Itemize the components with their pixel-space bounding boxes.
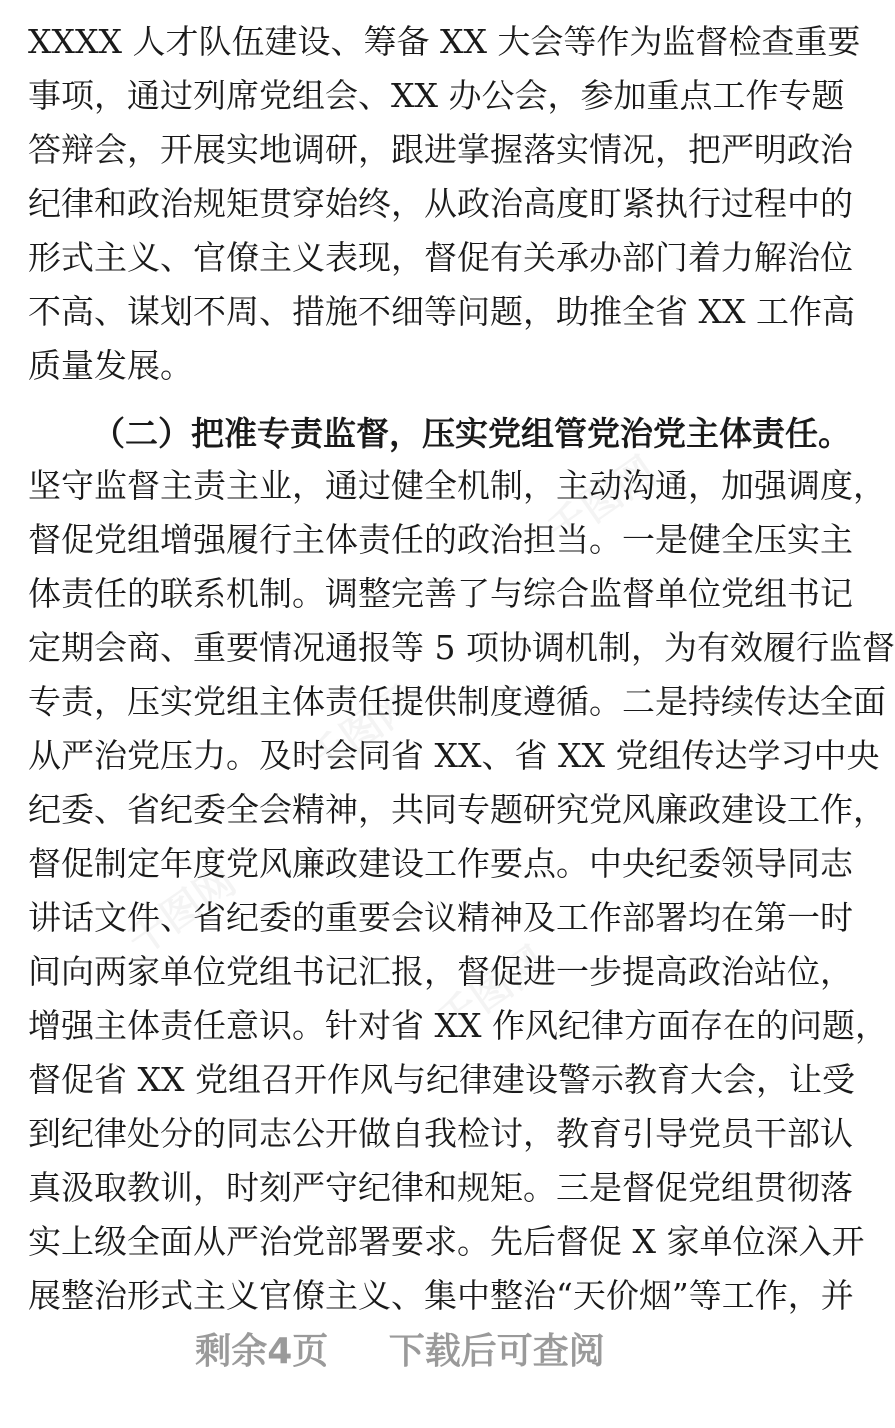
text-line: 纪律和政治规矩贯穿始终，从政治高度盯紧执行过程中的 xyxy=(28,184,853,223)
text-line: 坚守监督主责主业，通过健全机制，主动沟通，加强调度， xyxy=(28,466,886,505)
text-line: 定期会商、重要情况通报等 5 项协调机制，为有效履行监督 xyxy=(28,628,895,667)
text-line: 纪委、省纪委全会精神，共同专题研究党风廉政建设工作， xyxy=(28,790,886,829)
text-line: 体责任的联系机制。调整完善了与综合监督单位党组书记 xyxy=(28,574,853,613)
text-line: 讲话文件、省纪委的重要会议精神及工作部署均在第一时 xyxy=(28,898,853,937)
text-line: 真汲取教训，时刻严守纪律和规矩。三是督促党组贯彻落 xyxy=(28,1168,853,1207)
text-line: 增强主体责任意识。针对省 XX 作风纪律方面存在的问题， xyxy=(28,1006,888,1045)
remaining-pages-label: 剩余4页 xyxy=(195,1331,329,1372)
download-prompt[interactable] xyxy=(0,1322,800,1382)
section-heading: （二）把准专责监督，压实党组管党治党主体责任。 xyxy=(92,414,851,453)
text-line: 实上级全面从严治党部署要求。先后督促 X 家单位深入开 xyxy=(28,1222,865,1261)
text-line: 不高、谋划不周、措施不细等问题，助推全省 XX 工作高 xyxy=(28,292,855,331)
text-line: 从严治党压力。及时会同省 XX、省 XX 党组传达学习中央 xyxy=(28,736,880,775)
text-line: 质量发展。 xyxy=(28,346,193,385)
text-line: XXXX 人才队伍建设、筹备 XX 大会等作为监督检查重要 xyxy=(28,22,861,61)
text-line: 到纪律处分的同志公开做自我检讨，教育引导党员干部认 xyxy=(28,1114,853,1153)
text-line: 间向两家单位党组书记汇报，督促进一步提高政治站位， xyxy=(28,952,853,991)
text-line: 答辩会，开展实地调研，跟进掌握落实情况，把严明政治 xyxy=(28,130,853,169)
text-line: 事项，通过列席党组会、XX 办公会，参加重点工作专题 xyxy=(28,76,845,115)
text-line: 展整治形式主义官僚主义、集中整治“天价烟”等工作，并 xyxy=(28,1276,854,1315)
download-to-view-label: 下载后可查阅 xyxy=(388,1331,605,1372)
text-line: 督促党组增强履行主体责任的政治担当。一是健全压实主 xyxy=(28,520,853,559)
text-line: 形式主义、官僚主义表现，督促有关承办部门着力解治位 xyxy=(28,238,853,277)
text-line: 专责，压实党组主体责任提供制度遵循。二是持续传达全面 xyxy=(28,682,886,721)
text-line: 督促省 XX 党组召开作风与纪律建设警示教育大会，让受 xyxy=(28,1060,855,1099)
text-line: 督促制定年度党风廉政建设工作要点。中央纪委领导同志 xyxy=(28,844,853,883)
